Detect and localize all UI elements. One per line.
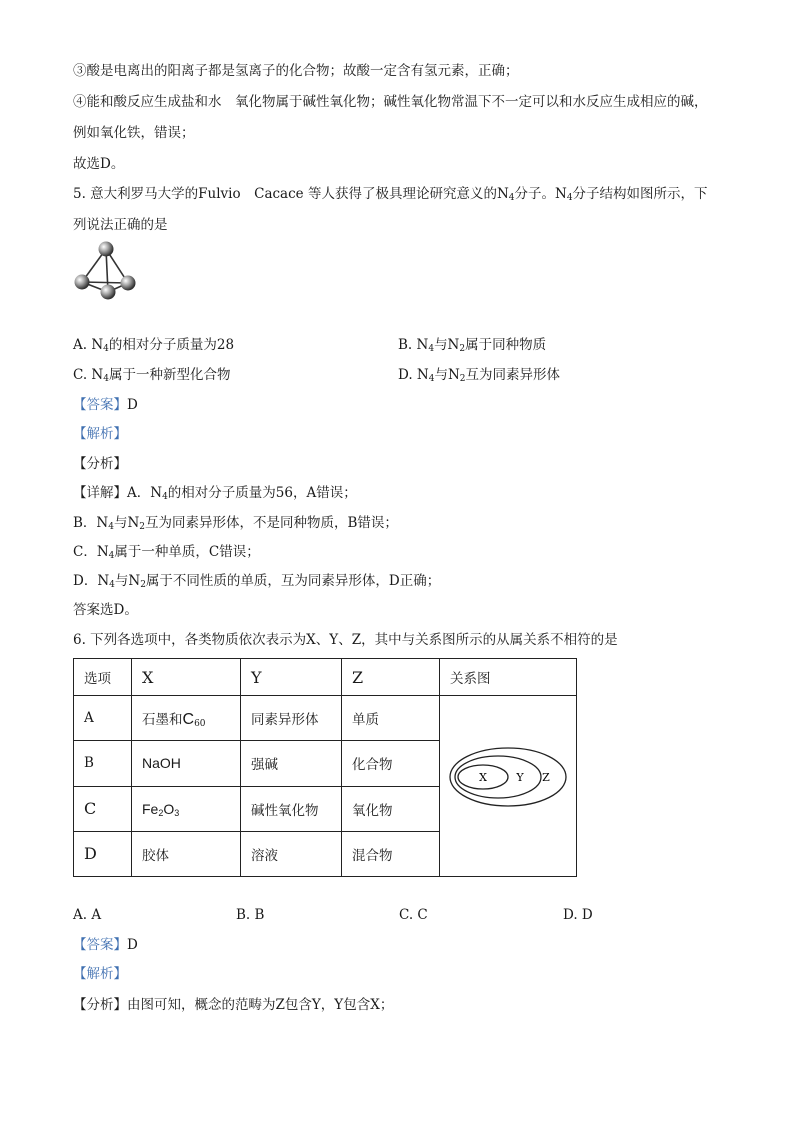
row-option: D: [74, 831, 132, 876]
label-x: X: [479, 771, 487, 784]
header-option: 选项: [74, 659, 132, 696]
row-z: 混合物: [342, 831, 440, 876]
relation-diagram-cell: [440, 696, 577, 877]
row-x: NaOH: [132, 741, 241, 786]
q6-stem: 6. 下列各选项中，各类物质依次表示为X、Y、Z，其中与关系图所示的从属关系不相符的是: [73, 632, 618, 648]
row-z: 单质: [342, 696, 440, 741]
q6-option-d: D. D: [563, 907, 593, 923]
nested-ellipses-diagram: [440, 696, 576, 872]
q5-option-c: C. $N_4$属于一种新型化合物: [73, 367, 231, 384]
q5-detail-b: B．$N_4$与$N_2$互为同素异形体，不是同种物质，B错误；: [73, 515, 398, 532]
row-x: 石墨和$C_{60}$: [132, 696, 241, 741]
row-option: B: [74, 741, 132, 786]
row-y: 碱性氧化物: [241, 786, 342, 831]
q5-conclusion: 答案选D。: [73, 602, 138, 618]
row-x: $Fe_2O_3$: [132, 786, 241, 831]
q6-option-b: B. B: [236, 907, 265, 923]
row-option: A: [74, 696, 132, 741]
q5-detail-d: D．$N_4$与$N_2$属于不同性质的单质，互为同素异形体，D正确；: [73, 573, 441, 590]
q5-option-a: A. $N_4$的相对分子质量为28: [73, 337, 235, 354]
q5-stem-cont: 列说法正确的是: [73, 217, 168, 233]
ellipse-y: [455, 756, 541, 798]
q6-fenxi: 【分析】由图可知，概念的范畴为Z包含Y，Y包含X；: [73, 997, 394, 1013]
label-z: Z: [542, 771, 550, 784]
atom-top: [99, 242, 114, 257]
row-x: 胶体: [132, 831, 241, 876]
q5-stem: 5. 意大利罗马大学的Fulvio Cacace 等人获得了极具理论研究意义的$N_4$分子。$N_4$分子结构如图所示，下: [73, 186, 708, 203]
row-y: 同素异形体: [241, 696, 342, 741]
q5-answer: 【答案】D: [73, 397, 138, 413]
row-y: 溶液: [241, 831, 342, 876]
q6-analysis-tag: 【解析】: [73, 966, 127, 982]
row-option: C: [74, 786, 132, 831]
header-x: X: [132, 659, 241, 696]
label-y: Y: [516, 771, 524, 784]
analysis-line-3: ③酸是电离出的阳离子都是氢离子的化合物；故酸一定含有氢元素，正确；: [73, 63, 519, 79]
q5-detail-a: 【详解】A．$N_4$的相对分子质量为56，A错误；: [73, 485, 357, 502]
q6-option-c: C. C: [399, 907, 428, 923]
header-diagram: 关系图: [440, 659, 577, 696]
q6-table: [73, 658, 577, 877]
row-z: 化合物: [342, 741, 440, 786]
row-z: 氧化物: [342, 786, 440, 831]
atom-front: [101, 285, 116, 300]
n4-molecule-figure: [72, 240, 140, 300]
conclusion-line: 故选D。: [73, 156, 125, 172]
analysis-line-4-cont: 例如氧化铁，错误；: [73, 125, 195, 141]
q5-option-d: D. $N_4$与$N_2$互为同素异形体: [398, 367, 561, 384]
atom-left: [75, 275, 90, 290]
q5-detail-c: C．$N_4$属于一种单质，C错误；: [73, 544, 260, 561]
table-row: [74, 696, 577, 741]
q5-fenxi: 【分析】: [73, 456, 127, 472]
header-y: Y: [241, 659, 342, 696]
table-header-row: [74, 659, 577, 696]
q6-answer: 【答案】D: [73, 937, 138, 953]
q5-option-b: B. $N_4$与$N_2$属于同种物质: [398, 337, 547, 354]
header-z: Z: [342, 659, 440, 696]
analysis-line-4: ④能和酸反应生成盐和水 氧化物属于碱性氧化物；碱性氧化物常温下不一定可以和水反应生成相应的碱，: [73, 94, 708, 110]
q6-option-a: A. A: [73, 907, 102, 923]
q5-analysis-tag: 【解析】: [73, 426, 127, 442]
row-y: 强碱: [241, 741, 342, 786]
atom-right: [121, 276, 136, 291]
